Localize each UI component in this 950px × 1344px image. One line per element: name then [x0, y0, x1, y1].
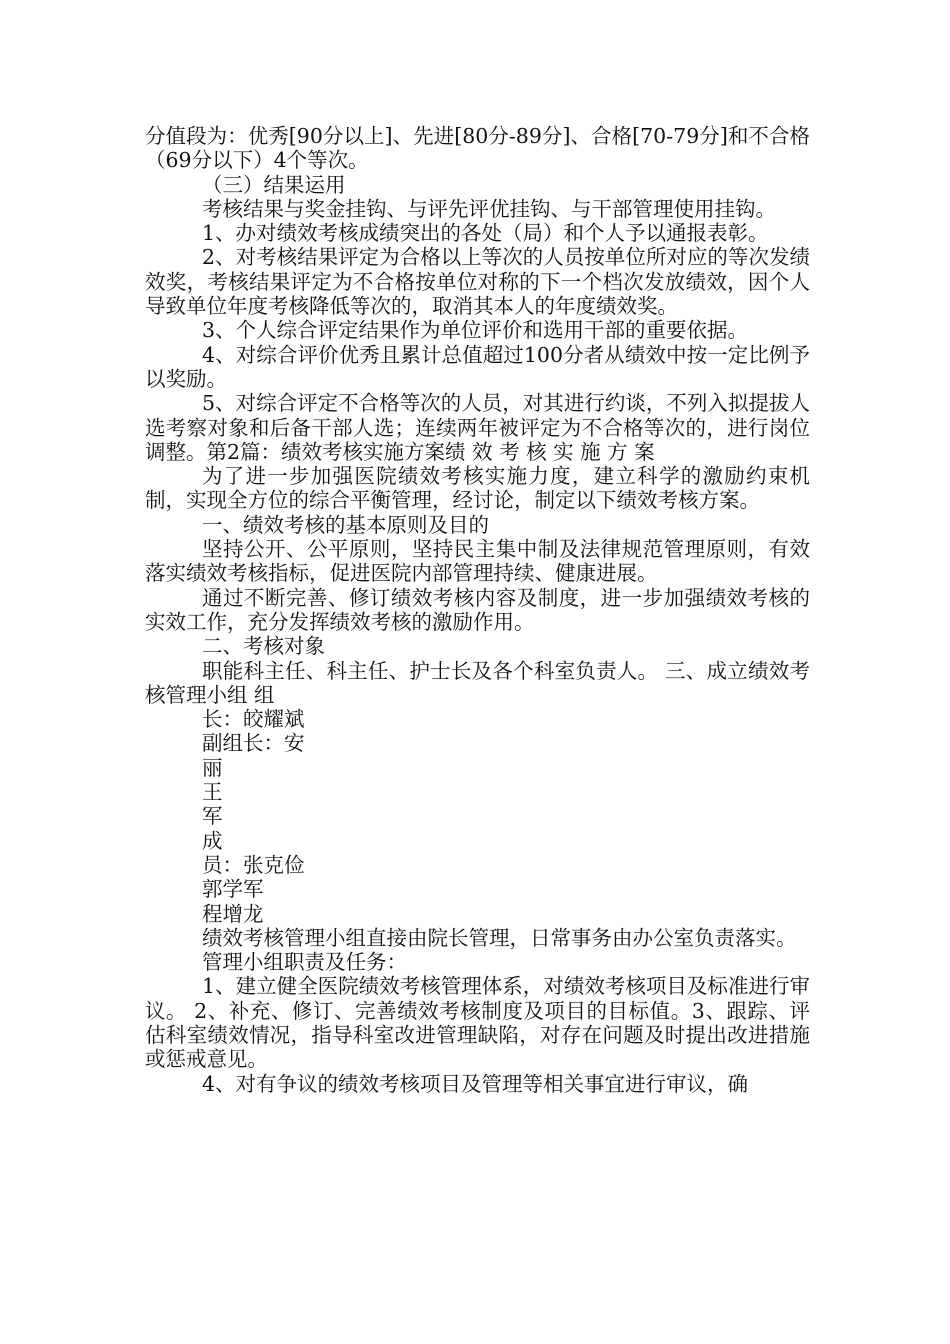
section-heading-principles: 一、绩效考核的基本原则及目的	[202, 512, 489, 537]
member-line: 员：张克俭	[202, 852, 305, 877]
member-line: 成	[202, 828, 223, 853]
list-item: 2、对考核结果评定为合格以上等次的人员按单位所对应的等次发绩效奖，考核结果评定为不合格按单位对称的下一个档次发放绩效，因个人导致单位年度考核降低等次的，取消其本人的年度绩效奖。	[145, 245, 810, 319]
member-line: 郭学军	[202, 877, 264, 902]
paragraph: 分值段为：优秀[90分以上]、先进[80分-89分]、合格[70-79分]和不合格（69分以下）4个等次。	[145, 124, 810, 173]
member-line: 军	[202, 804, 223, 829]
paragraph: 通过不断完善、修订绩效考核内容及制度，进一步加强绩效考核的实效工作，充分发挥绩效考核的激励作用。	[145, 585, 810, 634]
list-item: 1、建立健全医院绩效考核管理体系，对绩效考核项目及标准进行审议。 2、补充、修订、完善绩效考核制度及项目的目标值。3、跟踪、评估科室绩效情况，指导科室改进管理缺陷，对存在问题及时提出改进措施或惩戒意见。	[145, 974, 810, 1072]
list-item: 1、办对绩效考核成绩突出的各处（局）和个人予以通报表彰。	[202, 221, 769, 246]
member-line: 长：皎耀斌	[202, 707, 305, 732]
paragraph: 考核结果与奖金挂钩、与评先评优挂钩、与干部管理使用挂钩。	[202, 196, 776, 221]
paragraph: 绩效考核管理小组直接由院长管理，日常事务由办公室负责落实。	[202, 925, 797, 950]
paragraph: 管理小组职责及任务：	[202, 950, 407, 975]
list-item: 5、对综合评定不合格等次的人员，对其进行约谈，不列入拟提拔人选考察对象和后备干部人选；连续两年被评定为不合格等次的，进行岗位调整。第2篇：绩效考核实施方案绩 效 考 核 实 施 方 案	[145, 391, 810, 464]
list-item: 4、对综合评价优秀且累计总值超过100分者从绩效中按一定比例予以奖励。	[145, 342, 810, 391]
paragraph: 职能科主任、科主任、护士长及各个科室负责人。 三、成立绩效考核管理小组 组	[145, 658, 810, 707]
document-body	[145, 124, 810, 1096]
section-heading-result-use: （三）结果运用	[202, 172, 346, 197]
list-item: 3、个人综合评定结果作为单位评价和选用干部的重要依据。	[202, 318, 749, 343]
paragraph: 为了进一步加强医院绩效考核实施力度，建立科学的激励约束机制，实现全方位的综合平衡管理，经讨论，制定以下绩效考核方案。	[145, 464, 810, 513]
paragraph: 坚持公开、公平原则，坚持民主集中制及法律规范管理原则，有效落实绩效考核指标，促进医院内部管理持续、健康进展。	[145, 537, 810, 586]
member-line: 副组长：安	[202, 731, 305, 756]
list-item: 4、对有争议的绩效考核项目及管理等相关事宜进行审议，确	[202, 1071, 749, 1096]
member-line: 程增龙	[202, 901, 264, 926]
member-line: 王	[202, 780, 223, 805]
section-heading-targets: 二、考核对象	[202, 634, 325, 659]
member-line: 丽	[202, 755, 223, 780]
